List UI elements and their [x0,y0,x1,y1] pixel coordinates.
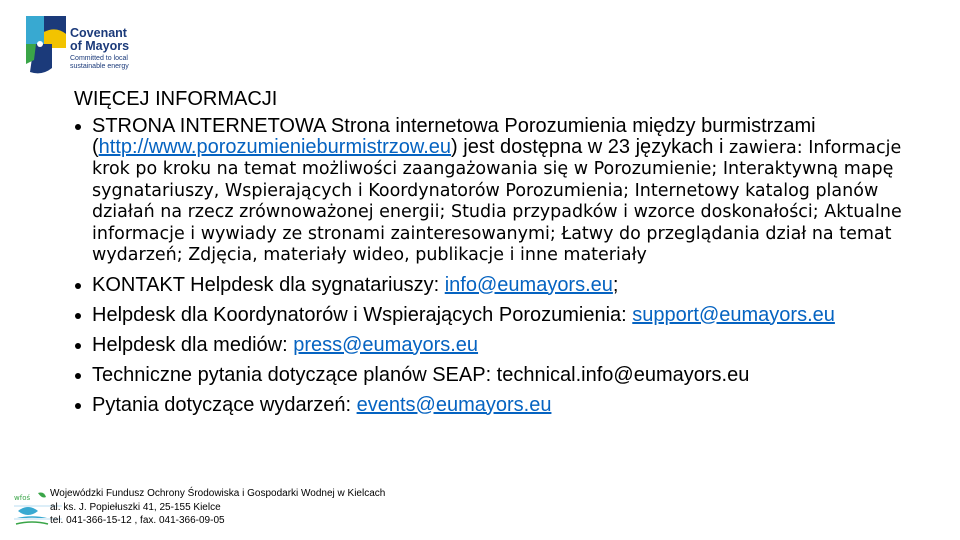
slide-content [72,86,902,425]
website-after-url: ) jest dostępna w 23 językach i [451,135,724,158]
footer-line-3: tel. 041-366-15-12 , fax. 041-366-09-05 [50,515,225,526]
email-link-support[interactable]: support@eumayors.eu [632,303,835,326]
svg-text:wfoś: wfoś [14,494,31,502]
contact-label: KONTAKT Helpdesk dla sygnatariuszy: [92,273,445,296]
bullet-contact-seap [72,365,902,385]
contact-label: Helpdesk dla mediów: [92,333,294,356]
logo-tagline-line2: sustainable energy [70,62,129,70]
bullet-contact-media [72,335,902,355]
covenant-of-mayors-logo [26,14,136,78]
logo-tagline-line1: Committed to local [70,55,128,62]
footer-line-1: Wojewódzki Fundusz Ochrony Środowiska i Gospodarki Wodnej w Kielcach [50,488,386,499]
wfos-logo-icon [14,489,50,529]
bullet-contact-coordinators [72,305,902,325]
contact-label: Techniczne pytania dotyczące planów SEAP: technical.info@eumayors.eu [92,363,750,386]
website-link[interactable]: http://www.porozumienieburmistrzow.eu [98,135,452,158]
email-link-events[interactable]: events@eumayors.eu [356,393,552,416]
contact-label: Pytania dotyczące wydarzeń: [92,393,357,416]
website-label: STRONA INTERNETOWA [92,115,326,137]
email-link-press[interactable]: press@eumayors.eu [293,333,479,356]
bullet-contact-signatories [72,275,902,295]
email-link-info[interactable]: info@eumayors.eu [444,273,613,296]
slide-heading: WIĘCEJ INFORMACJI [74,88,278,110]
contact-label: Helpdesk dla Koordynatorów i Wspierających Porozumienia: [92,303,633,326]
footer-address [50,487,385,528]
bullet-contact-events [72,395,902,415]
bullet-website [72,116,902,266]
logo-name-line1: Covenant [70,26,127,40]
logo-name-line2: of Mayors [70,39,130,53]
footer-line-2: al. ks. J. Popiełuszki 41, 25-155 Kielce [50,501,221,513]
covenant-logo-mark-icon [26,14,70,76]
info-bullet-list [72,116,902,415]
website-description: zawiera: Informacje krok po kroku na temat możliwości zaangażowania się w Porozumienie; Interaktywną mapę sygnatariuszy, Wspierających i Koordynatorów Porozumienia; Internetowy katalog planów działań na rzecz zrównoważonej energii; Studia przypadków i wzorce doskonałości; Aktualne informacje i wywiady ze stronami zainteresowanymi; Łatwy do przeglądania dział na temat wydarzeń; Zdjęcia, materiały wideo, publikacje i inne materiały [92,137,902,265]
contact-suffix: ; [612,273,619,296]
footer [14,487,434,533]
website-intro: Strona internetowa Porozumienia między burmistrzami ( [92,115,816,158]
